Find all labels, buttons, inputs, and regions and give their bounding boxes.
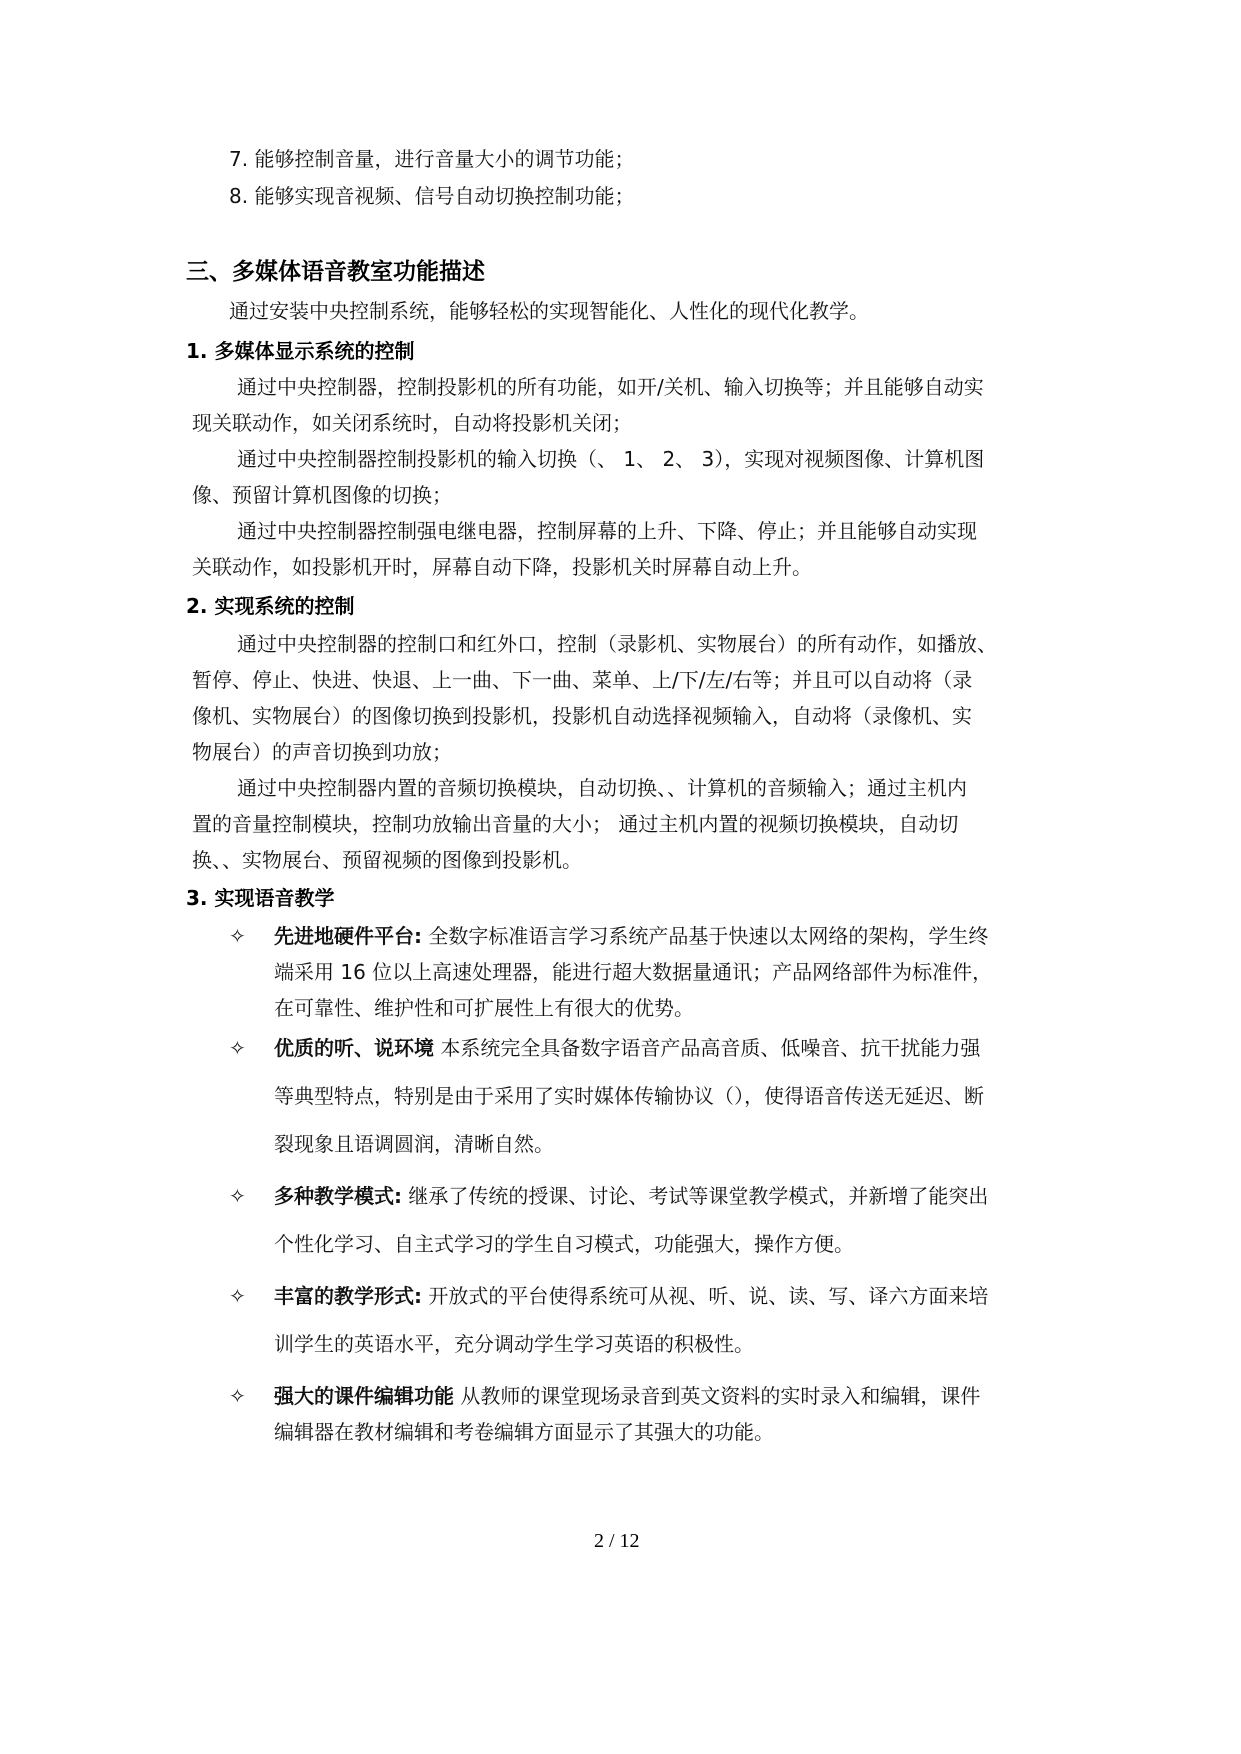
subsection-2-title: 2. 实现系统的控制	[186, 594, 355, 618]
feature-term: 丰富的教学形式:	[274, 1284, 422, 1308]
list-item-8: 8. 能够实现音视频、信号自动切换控制功能；	[229, 184, 635, 208]
feature-term: 优质的听、说环境	[274, 1036, 434, 1060]
diamond-bullet-icon: ✧	[229, 1284, 246, 1308]
feature-text: 训学生的英语水平，充分调动学生学习英语的积极性。	[274, 1332, 754, 1356]
feature-text: 端采用 16 位以上高速处理器，能进行超大数据量通讯；产品网络部件为标准件，	[274, 960, 993, 984]
feature-text: 继承了传统的授课、讨论、考试等课堂教学模式，并新增了能突出	[402, 1184, 989, 1208]
section-intro: 通过安装中央控制系统，能够轻松的实现智能化、人性化的现代化教学。	[229, 299, 869, 323]
feature-text: 从教师的课堂现场录音到英文资料的实时录入和编辑，课件	[454, 1384, 981, 1408]
feature-item	[274, 1034, 980, 1062]
paragraph-line: 通过中央控制器，控制投影机的所有功能，如开/关机、输入切换等；并且能够自动实	[237, 375, 984, 399]
paragraph-line: 通过中央控制器控制强电继电器，控制屏幕的上升、下降、停止；并且能够自动实现	[237, 519, 977, 543]
paragraph-line: 通过中央控制器内置的音频切换模块，自动切换、、计算机的音频输入；通过主机内	[237, 776, 967, 800]
feature-text: 全数字标准语言学习系统产品基于快速以太网络的架构，学生终	[422, 924, 989, 948]
feature-item	[274, 1282, 988, 1310]
paragraph-line: 现关联动作，如关闭系统时，自动将投影机关闭；	[192, 411, 632, 435]
feature-text: 本系统完全具备数字语音产品高音质、低噪音、抗干扰能力强	[434, 1036, 981, 1060]
diamond-bullet-icon: ✧	[229, 924, 246, 948]
feature-text: 裂现象且语调圆润，清晰自然。	[274, 1132, 554, 1156]
feature-item	[274, 1382, 980, 1410]
subsection-3-title: 3. 实现语音教学	[186, 886, 335, 910]
diamond-bullet-icon: ✧	[229, 1036, 246, 1060]
feature-text: 开放式的平台使得系统可从视、听、说、读、写、译六方面来培	[422, 1284, 989, 1308]
paragraph-line: 关联动作，如投影机开时，屏幕自动下降，投影机关时屏幕自动上升。	[192, 555, 812, 579]
feature-text: 编辑器在教材编辑和考卷编辑方面显示了其强大的功能。	[274, 1420, 774, 1444]
feature-item	[274, 922, 988, 950]
paragraph-line: 换、、实物展台、预留视频的图像到投影机。	[192, 848, 582, 872]
section-heading: 三、多媒体语音教室功能描述	[186, 259, 485, 285]
subsection-1-title: 1. 多媒体显示系统的控制	[186, 339, 415, 363]
feature-term: 先进地硬件平台:	[274, 924, 422, 948]
page-number: 2 / 12	[594, 1530, 640, 1552]
paragraph-line: 物展台）的声音切换到功放；	[192, 740, 452, 764]
feature-term: 多种教学模式:	[274, 1184, 402, 1208]
feature-item	[274, 1182, 988, 1210]
paragraph-line: 像机、实物展台）的图像切换到投影机，投影机自动选择视频输入，自动将（录像机、实	[192, 704, 972, 728]
diamond-bullet-icon: ✧	[229, 1384, 246, 1408]
feature-text: 个性化学习、自主式学习的学生自习模式，功能强大，操作方便。	[274, 1232, 854, 1256]
paragraph-line: 通过中央控制器的控制口和红外口，控制（录影机、实物展台）的所有动作，如播放、	[237, 632, 997, 656]
paragraph-line: 置的音量控制模块，控制功放输出音量的大小； 通过主机内置的视频切换模块，自动切	[192, 812, 959, 836]
paragraph-line: 像、预留计算机图像的切换；	[192, 483, 452, 507]
feature-term: 强大的课件编辑功能	[274, 1384, 454, 1408]
paragraph-line: 通过中央控制器控制投影机的输入切换（、 1、 2、 3），实现对视频图像、计算机图	[237, 447, 985, 471]
paragraph-line: 暂停、停止、快进、快退、上一曲、下一曲、菜单、上/下/左/右等；并且可以自动将（录	[192, 668, 973, 692]
feature-text: 在可靠性、维护性和可扩展性上有很大的优势。	[274, 996, 694, 1020]
diamond-bullet-icon: ✧	[229, 1184, 246, 1208]
feature-text: 等典型特点，特别是由于采用了实时媒体传输协议（），使得语音传送无延迟、断	[274, 1084, 984, 1108]
list-item-7: 7. 能够控制音量，进行音量大小的调节功能；	[229, 147, 635, 171]
